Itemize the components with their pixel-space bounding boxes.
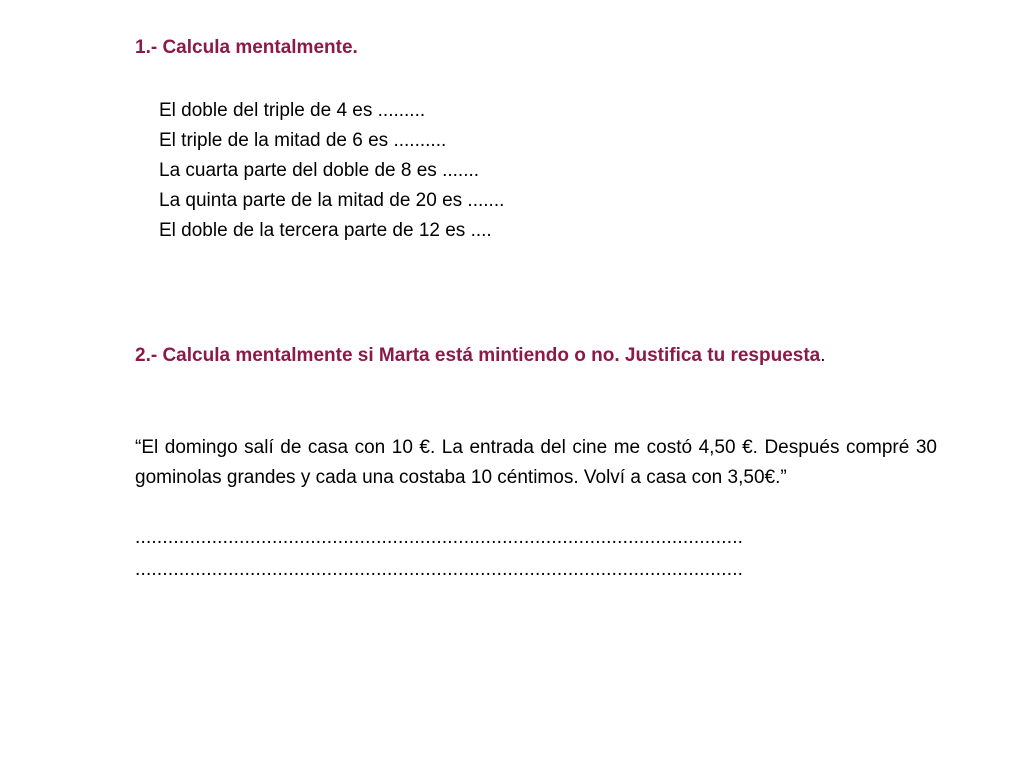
exercise-1-item: El triple de la mitad de 6 es .......... (159, 130, 447, 151)
answer-line: ............................................................................................................... (135, 527, 744, 548)
exercise-2-title-end: . (820, 345, 826, 366)
exercise-2-title (135, 341, 937, 371)
exercise-1-item: La quinta parte de la mitad de 20 es ....... (159, 190, 505, 211)
exercise-1-item: La cuarta parte del doble de 8 es ....... (159, 160, 480, 181)
marta-quote: “El domingo salí de casa con 10 €. La entrada del cine me costó 4,50 €. Después compré 30 gominolas grandes y cada una costaba 10 céntimos. Volví a casa con 3,50€.” (135, 437, 937, 488)
exercise-1-list (159, 96, 504, 246)
exercise-2-title-text: 2.- Calcula mentalmente si Marta está mintiendo o no. Justifica tu respuesta (135, 345, 821, 366)
exercise-1-item: El doble de la tercera parte de 12 es .... (159, 220, 492, 241)
answer-line: ............................................................................................................... (135, 559, 744, 580)
exercise-1-title: 1.- Calcula mentalmente. (135, 37, 358, 58)
exercise-1-item: El doble del triple de 4 es ......... (159, 100, 426, 121)
